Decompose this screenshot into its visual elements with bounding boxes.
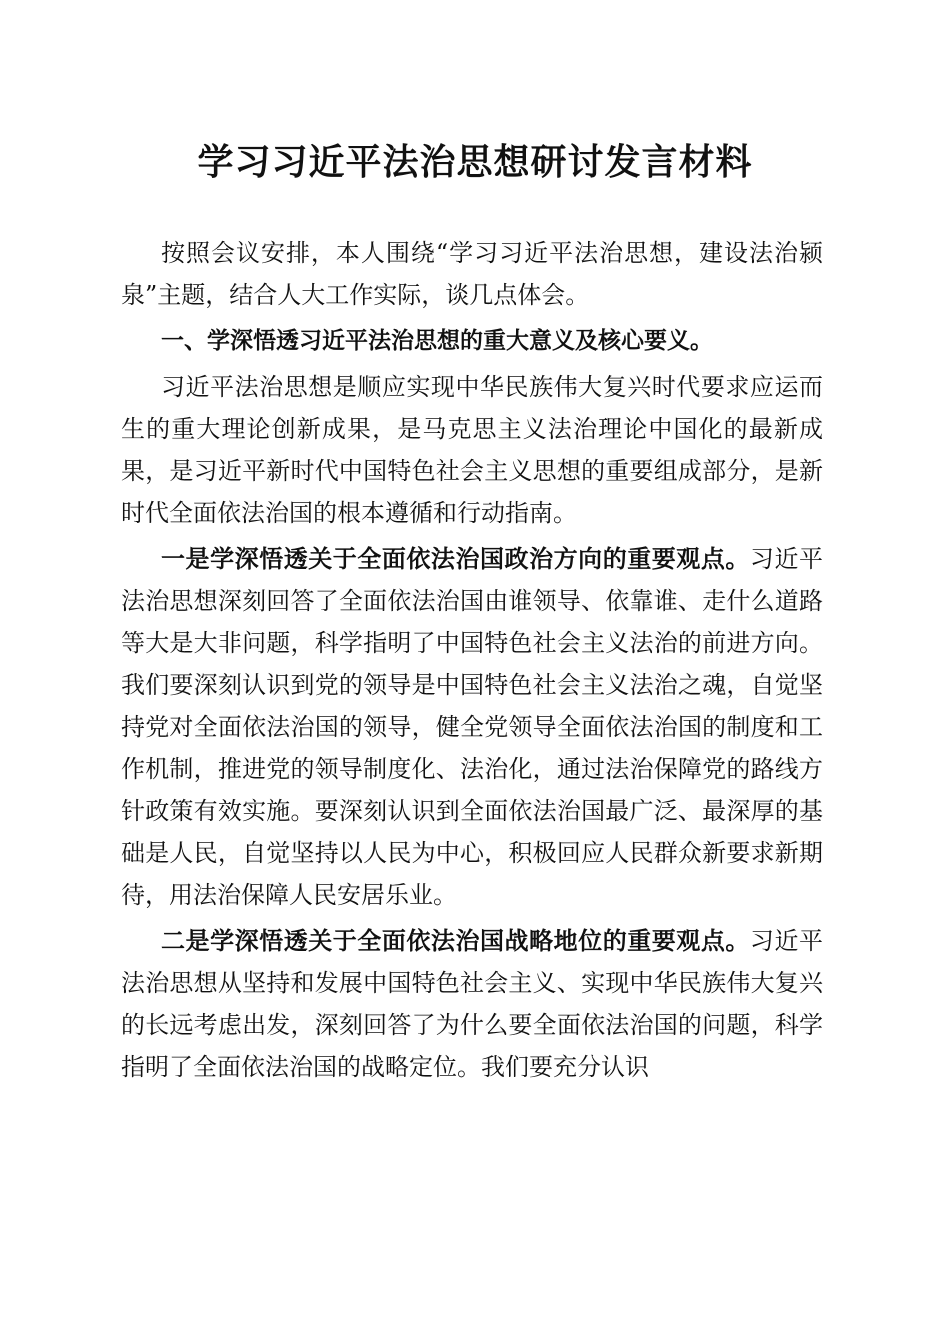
paragraph-text: 习近平法治思想是顺应实现中华民族伟大复兴时代要求应运而生的重大理论创新成果，是马克思主义法治理论中国化的最新成果，是习近平新时代中国特色社会主义思想的重要组成部分，是新时代全面依法治国的根本遵循和行动指南。 — [121, 373, 823, 527]
document-body — [121, 232, 823, 1088]
paragraph-text: 习近平法治思想从坚持和发展中国特色社会主义、实现中华民族伟大复兴的长远考虑出发，深刻回答了为什么要全面依法治国的问题，科学指明了全面依法治国的战略定位。我们要充分认识 — [121, 927, 823, 1081]
point-one-paragraph — [121, 538, 823, 916]
document-title: 学习习近平法治思想研讨发言材料 — [197, 141, 753, 183]
point-two-paragraph — [121, 920, 823, 1088]
body-paragraph — [121, 366, 823, 534]
paragraph-text: 习近平法治思想深刻回答了全面依法治国由谁领导、依靠谁、走什么道路等大是大非问题，科学指明了中国特色社会主义法治的前进方向。我们要深刻认识到党的领导是中国特色社会主义法治之魂，自觉坚持党对全面依法治国的领导，健全党领导全面依法治国的制度和工作机制，推进党的领导制度化、法治化，通过法治保障党的路线方针政策有效实施。要深刻认识到全面依法治国最广泛、最深厚的基础是人民，自觉坚持以人民为中心，积极回应人民群众新要求新期待，用法治保障人民安居乐业。 — [121, 545, 823, 909]
point-two-lead: 二是学深悟透关于全面依法治国战略地位的重要观点。 — [161, 926, 750, 955]
intro-paragraph — [121, 232, 823, 316]
paragraph-text: 按照会议安排，本人围绕“学习习近平法治思想，建设法治颍泉”主题，结合人大工作实际，谈几点体会。 — [121, 239, 823, 309]
point-one-lead: 一是学深悟透关于全面依法治国政治方向的重要观点。 — [161, 544, 750, 573]
section-heading: 一、学深悟透习近平法治思想的重大意义及核心要义。 — [161, 328, 713, 354]
